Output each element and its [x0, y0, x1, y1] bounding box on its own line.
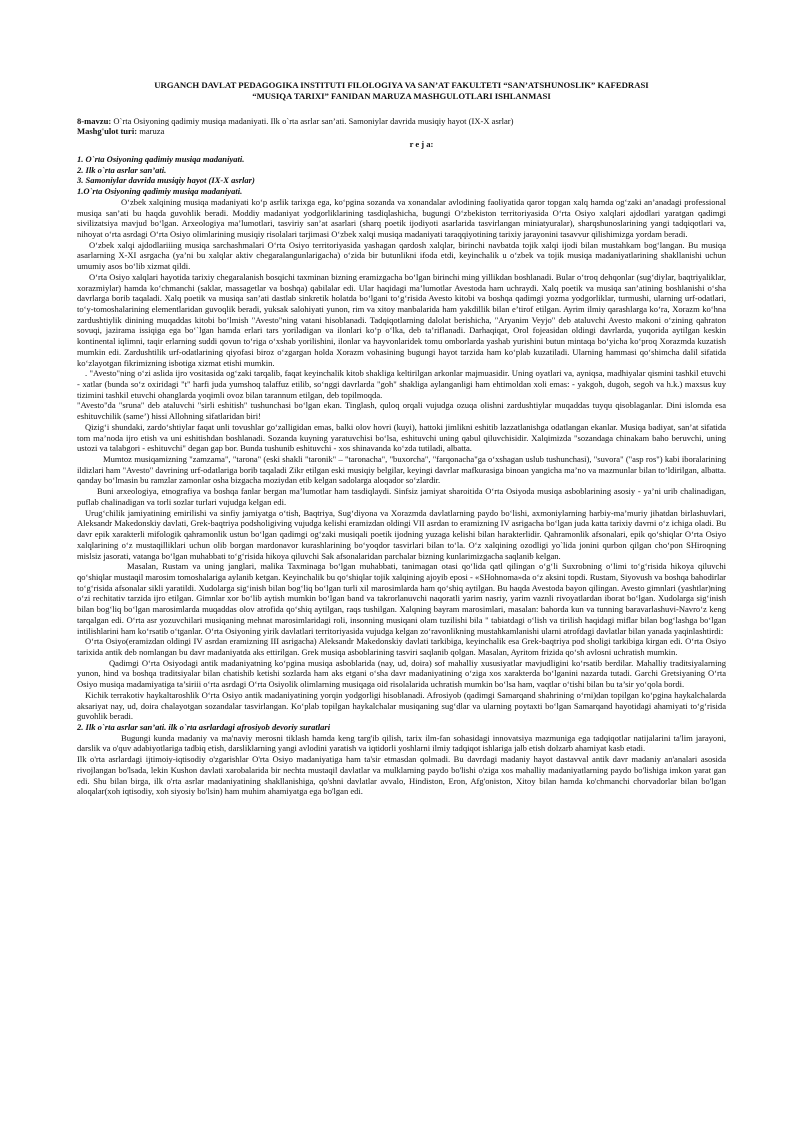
header-line-2: “MUSIQA TARIXI” FANIDAN MARUZA MASHGULOTLARI ISHLANMASI [252, 90, 551, 101]
topic-text: O`rta Osiyoning qadimiy musiqa madaniyati. Ilk o`rta asrlar san’ati. Samoniylar davrida musiqiy hayot (IX-X asrlar) [111, 115, 514, 126]
paragraph: Qadimgi O‘rta Osiyodagi antik madaniyatning ko‘pgina musiqa asboblarida (nay, ud, doira) sof mahalliy xususiyatlar mavjudligini ko‘rsatib berdilar. Mahalliy traditsiyalarning yunon, hind va boshqa traditsiyalar bilan chatishib ketishi sozlarda ham aks etgani o‘sha davr madaniyatining o‘ziga xos xarakterda bo‘lganini nazarda tutadi. Garchi Gretsiyaning O‘rta Osiyo musiqa madamiyatiga ta’siriii o‘rta asrdagi O‘rta Osiyolik olimlarning musiqaga oid risolalarida uchratish mumkin bo‘lsa ham, vaqtlar o‘tishi bilan bu ta’sir yo‘qola bordi. [77, 657, 726, 690]
paragraph: Qizig‘i shundaki, zardo‘shtiylar faqat unli tovushlar go‘zalligidan emas, balki olov hovri (kuyi), hattoki jimlikni eshitib lazzatlanishga odatlangan ekanlar. Musiqa badiyat, san’at sifatida tom ma’noda ijro etish va uni eshitishdan boshlanadi. Sozanda kuyning yaratuvchisi bo‘lsa, eshituvchi uning qabul qiluvchisidir. Xalqimizda "sozandaga chinakam baho beruvchi, uning ustozi va talabgori - eshituvchi" degan gap bor. Bunda tushunib eshituvchi - xos shinavanda ko‘zda tutiladi, albatta. [77, 421, 726, 454]
lesson-type-line [77, 126, 726, 137]
paragraph: O‘zbek xalqi ajdodlariiing musiqa sarchashmalari O‘rta Osiyo territoriyasida yashagan qardosh xalqlar, birinchi navbatda tojik xalqi ijodi bilan mustahkam bog‘langan. Bu musiqa asarlarning X-XI asrgacha (ya’ni bu xalqlar aktiv chegaralangunlarigacha) o‘zida bir butunlikni ifoda etdi, keyinchalik u o‘zbek va tojik musiqa madaniyatlarining shakllanishi uchun umumiy asos bo‘lib xizmat qildi. [77, 239, 726, 272]
plan-item: 1. O`rta Osiyoning qadimiy musiqa madaniyati. [77, 153, 245, 164]
paragraph: Ilk o'rta asrlardagi ijtimoiy-iqtisodiy o'zgarishlar O'rta Osiyo madaniyatiga ham ta'sir etmasdan qolmadi. Bu davrdagi madaniy hayot dastavval antik davr madaniy an'analari asosida rivojlangan bo'lsada, lekin Kushon davlati xarobalarida bir nechta mustaqil davlatlar va mulklarning paydo bo'lishi o'ziga xos mahalliy madaniyatlarning paydo bo'lishiga imkon yarat gan edi. Shu bilan birga, ilk o'rta asrlar madaniyatining shakllanishiga, qo'shni davlatlar avvalo, Hindiston, Eron, Afg'oniston, Xitoy bilan hamda ko'chmanchi chorvadorlar bilan bo'lgan aloqalar(xoh iqtisodiy, xoh siyosiy bo'lsin) ham muhim ahamiyatga ega bo'lgan edi. [77, 754, 726, 797]
paragraph: Masalan, Rustam va uning janglari, malika Taxminaga bo‘lgan muhabbati, tanimagan otasi qo‘lida qatl qilingan o‘g‘li Suxrobning o‘limi to‘g‘risida hikoya qiluvchi qo‘shiqlar mustaqil marosim tomoshalariga aylanib ketgan. Keyinchalik bu qo‘shiqlar tojik xalqining ajoyib eposi - «SHohnoma»da o‘z aksini topdi. Rustam, Siyovush va boshqa bahodirlar to‘g‘risida afsonalar sikli yaratildi. Xudolarga sig‘inish bilan bog‘liq bo‘lgan turli xil marosimlarda ham qo‘shiq aytilgan. Bu haqda Avestoda bayon qilingan. Avesto gimnlari (yashtlar)ning o‘zi rechitativ tarzida ijro etilgan. Gimnlar xor bo‘lib aytish mumkin bo‘lgan band va takrorlanuvchi naqoratli yarim nasriy, yarim vaznli rivoyatlardan iborat bo‘lgan. Xudolarga sig‘inish bilan bog‘liq bo‘lgan marosimlarda muqaddas olov atrofida qo‘shiq aytilgan, raqs tushilgan. Xalqning bayram marosimlari, masalan: bahorda kun va tunning baravarlashuvi-Navro‘z keng tarqalgan edi. O‘rta asr yozuvchilari musiqaning mehnat marosimlaridagi roli, insonning musiqani olam tuzilishi bila " tabiatdagi o‘lish va tirilish haqidagi miflar bilan bog‘lashga bo‘lgan intilishlarini ham ko‘rsatib o‘tganlar. O‘rta Osiyoning yirik davlatlari territoriyasida vujudga kelgan zo‘ravonlikning mustahkamlanishi ularni atrofdagi davlatlar bilan yanada yaqinlashtirdi: [77, 561, 726, 636]
paragraph: Urug‘chilik jamiyatining emirilishi va sinfiy jamiyatga o‘tish, Baqtriya, Sug‘diyona va Xorazmda davlatlarning paydo bo‘lishi, axmoniylarning harbiy-ma’muriy jihatdan birlashuvlari, Aleksandr Makedonskiy davlati, Grek-baqtriya podsholigiving vujudga kelishi eramizdan oldingi VII asrdan to eramizning IV asrigacha bo‘lgan juda katta tarixiy davrni o‘z ichiga oladi. Bu davr epik xarakterli mifologik qahramonlik ustun bo‘lgan qadimgi og‘zaki musiqali poetik ijodning yuzaga kelishi bilan harakterlidir. Qahramonlik afsonalari, epik qo‘shiqlar O‘rta Osiyo xalqlarining o‘z mustaqilliklari uchun olib borgan mardonavor kurashlarining bo‘yoqdor tasvirlari bilan to‘la. O‘z xalqining ozodligi yo`lida jonini qurbon qilgan cho‘pon SHiroqning mislsiz jasorati, vatanga bo‘lgan muhabbati to‘g‘risida hikoya qiluvchi Sak afsonalaridan parchalar bizning kunlarimizgacha saqlanib kelgan. [77, 507, 726, 561]
lesson-type-text: maruza [137, 126, 165, 137]
paragraph: O‘rta Osiyo(eramizdan oldingi IV asrdan eramizning III asrigacha) Aleksandr Makedonskiy davlati tarkibiga, keyinchalik esa Grek-baqtriya pod sholigi tarkibiga kirgan edi. O‘rta Osiyo tarixida antik deb nomlangan bu davr madaniyatda aks ettirilgan. Grek musiqa asboblarining tasviri saqlanib qolgan. Masalan, Ayritom frizida qo‘sh avlosni uchratish mumkin. [77, 636, 726, 657]
paragraph: "Avesto"da "sruna" deb ataluvchi "sirli eshitish" tushunchasi bo‘lgan ekan. Tinglash, quloq orqali vujudga ozuqa olishni zardushtiylar muqaddas tuyqu qisoblaganlar. Dini islomda esa eshituvchilik (same’) hissi Allohning sifatlaridan biri! [77, 400, 726, 422]
document-header [77, 80, 726, 102]
paragraph: . "Avesto"ning o‘zi aslida ijro vositasida og‘zaki tarqalib, faqat keyinchalik kitob shakliga keltirilgan arkonlar majmuasidir. Uning oyatlari va, ayniqsa, madhiyalar qismini tashkil etuvchi - xatlar (bunda so‘z oxiridagi "t" harfi juda yumshoq talaffuz etilib, so‘nggi davrlarda "goh" shakliga aylanganligi ham ehtimoldan xoli emas: - yakgoh, dugoh, segoh va h.k.) maxsus kuy tizimini tashkil etuvchi ohanglarda yoqimli ovoz bilan tarannum etilgan, deb topilmoqda. [77, 368, 726, 400]
topic-line [77, 116, 726, 127]
paragraph: Mumtoz musiqamizning "zamzama", "tarona" (eski shakli "taronik" – "taronacha", "buxorcha", "farqonacha"ga o‘xshagan uslub tushunchasi), "suvora" ("asp ros") kabi iboralarining ildizlari ham "Avesto" davrining urf-odatlariga borib taqaladi Zikr etilgan eski musiqiy belgilar, keyingi davrlar mafkurasiga binoan yangicha ma’no va mazmunlar bilan to‘ldirilgan, albatta. qanday bo‘lmasin bu ramzlar zamonlar osha bizgacha moziydan etib kelgan sadolarga aloqador so‘zlardir. [77, 454, 726, 486]
paragraph: O‘rta Osiyo xalqlari hayotida tarixiy chegaralanish bosqichi taxminan bizning eramizgacha bo‘lgan birinchi ming yillikdan boshlanadi. Bular o‘troq dehqonlar (sug‘diylar, baqtriyaliklar, xorazmiylar) hamda ko‘chmanchi (saklar, massagetlar va boshqa) qabilalar edi. Ular haqidagi ma’lumotlar Avestoda ham uchraydi. Xalq poetik va musiqa san’atining boshlanishi o‘sha davrlarga borib taqaladi. Xalq poetik va musiqa san’ati dastlab sinkretik holatda bo‘lgani to‘g‘risida Avesto kitobi va boshqa qadimgi yozma yodgorliklar, turmushi, ularning urf-odatlari, to‘y-tomoshalarining elementlaridan guvoqlik beradi, yuksak salohiyati yunon, rim va xitoy manbalarida ham yakdillik bilan e’tirof etilgan. Ayrim ilmiy qarashlarga ko‘ra, Xorazm ko‘hna zardushtiylik dinining muqaddas kitobi bo‘lmish "Avesto"ning vatani hisoblanadi. Tadqiqotlarning dalolat berishicha, "Aryanim Veyjo" deb ataluvchi Avesto makoni o‘zining qahraton sovuqi, jazirama issiqiga ega bo‘`lgan hamda erlari tars yoriladigan va ilonlari ko‘p o‘lka, deb ta’riflanadi. Darhaqiqat, Orol fojeasidan oldingi davrlarda, yuqorida aytilgan keskin kontinental iqlimni, taqir erlarning suddi qovun to‘riga o‘xshab yorilishini, ilonlar va hayvonlaridek tomu omborlarda yashab yurishini butun mintaqa bo‘yicha ko‘proq Xorazmda kuzatish mumkin edi. Zardushtilik urf-odatlarining qiyofasi biroz o‘zgargan holda Xorazm vohasining bugungi hayot tarzida ham ko‘plab kuzatiladi. Ularning hammasi qo‘shimcha dalil sifatida ko‘zlayotgan fikrimizning isbotiga xizmat etishi mumkin. [77, 271, 726, 368]
paragraph: Buni arxeologiya, etnografiya va boshqa fanlar bergan ma’lumotlar ham tasdiqlaydi. Sinfsiz jamiyat sharoitida O‘rta Osiyoda musiqa asboblarining asosiy - ya’ni urib chalinadigan, puflab chalinadigan va torli sozlar turlari vujudga kelgan edi. [77, 486, 726, 507]
paragraph: Bugungi kunda madaniy va ma'naviy merosni tiklash hamda keng targ'ib qilish, tarix ilm-fan sohasidagi innovatsiya mazmuniga ega tadqiqotlar natijalarini ta'lim jarayoni, darslik va o'quv adabiyotlariga tadbiq etish, darsliklarning yangi avlodini yaratish va iqtidorli yoshlarni ilmiy tadqiqot ishlariga jalb etish dolzarb ahamiyat kasb etadi. [77, 732, 726, 754]
section-2-heading: 2. Ilk o`rta asrlar san’ati. ilk o`rta asrlardagi afrosiyob devoriy suratlari [77, 722, 331, 732]
plan-item: 3. Samoniylar davrida musiqiy hayot (IX-X asrlar) [77, 175, 255, 186]
paragraph: Kichik terrakotiv haykaltaroshlik O‘rta Osiyo antik madaniyatining yorqin yodgorligi hisoblanadi. Afrosiyob (qadimgi Samarqand shahrining o‘rni)dan topilgan ko‘pgina haykalchalarda aksariyat nay, ud, doira chalayotgan sozandalar tasvirlangan. Ko‘plab topilgan haykalchalar musiqaning sug‘dlar va ularning poytaxti bo‘lgan Samarqand hayotidagi ahamiyati to‘g‘risida guvohlik beradi. [77, 689, 726, 722]
header-line-1: URGANCH DAVLAT PEDAGOGIKA INSTITUTI FILOLOGIYA VA SAN’AT FAKULTETI “SAN’ATSHUNOSLIK” KAFEDRASI [154, 80, 649, 90]
plan-heading: r e j a: [409, 139, 434, 150]
paragraph: O‘zbek xalqining musiqa madaniyati ko‘p asrlik tarixga ega, ko‘pgina sozanda va xonandalar avlodining faoliyatida qaror topgan xalq hamda og‘zaki an’anadagi professional musiqa san’ati bu haqda guvohlik beradi. Moddiy madaniyat yodgorliklarining tasdiqlashicha, bugungi O‘zbekiston territoriyasida O‘rta Osiyo xalqlari ajdodlari yaratgan qadimgi sivilizatsiya mavjud bo‘lgan. Arxeologiya ma’lumotlari, tasviriy san’at asarlari (sharq poetik ijodiyoti asarlarida tasvirlangan miniatyuralar), sharqshunoslarining yangi tadqiqotlari va, nihoyat o‘rta asrdagi O‘rta Osiyo olimlarining musiqiy risolalari tarjimasi O‘zbek xalqi musiqa madaniyati taraqqiyotining tarixiy jarayonini tasavvur qilishimizga yordam beradi. [77, 196, 726, 239]
topic-label: 8-mavzu: [77, 115, 112, 126]
lesson-type-label: Mashg'ulot turi: [77, 126, 138, 137]
plan-item: 2. Ilk o`rta asrlar san’ati. [77, 164, 167, 175]
section-1-heading: 1.O`rta Osiyoning qadimiy musiqa madaniyati. [77, 186, 243, 197]
